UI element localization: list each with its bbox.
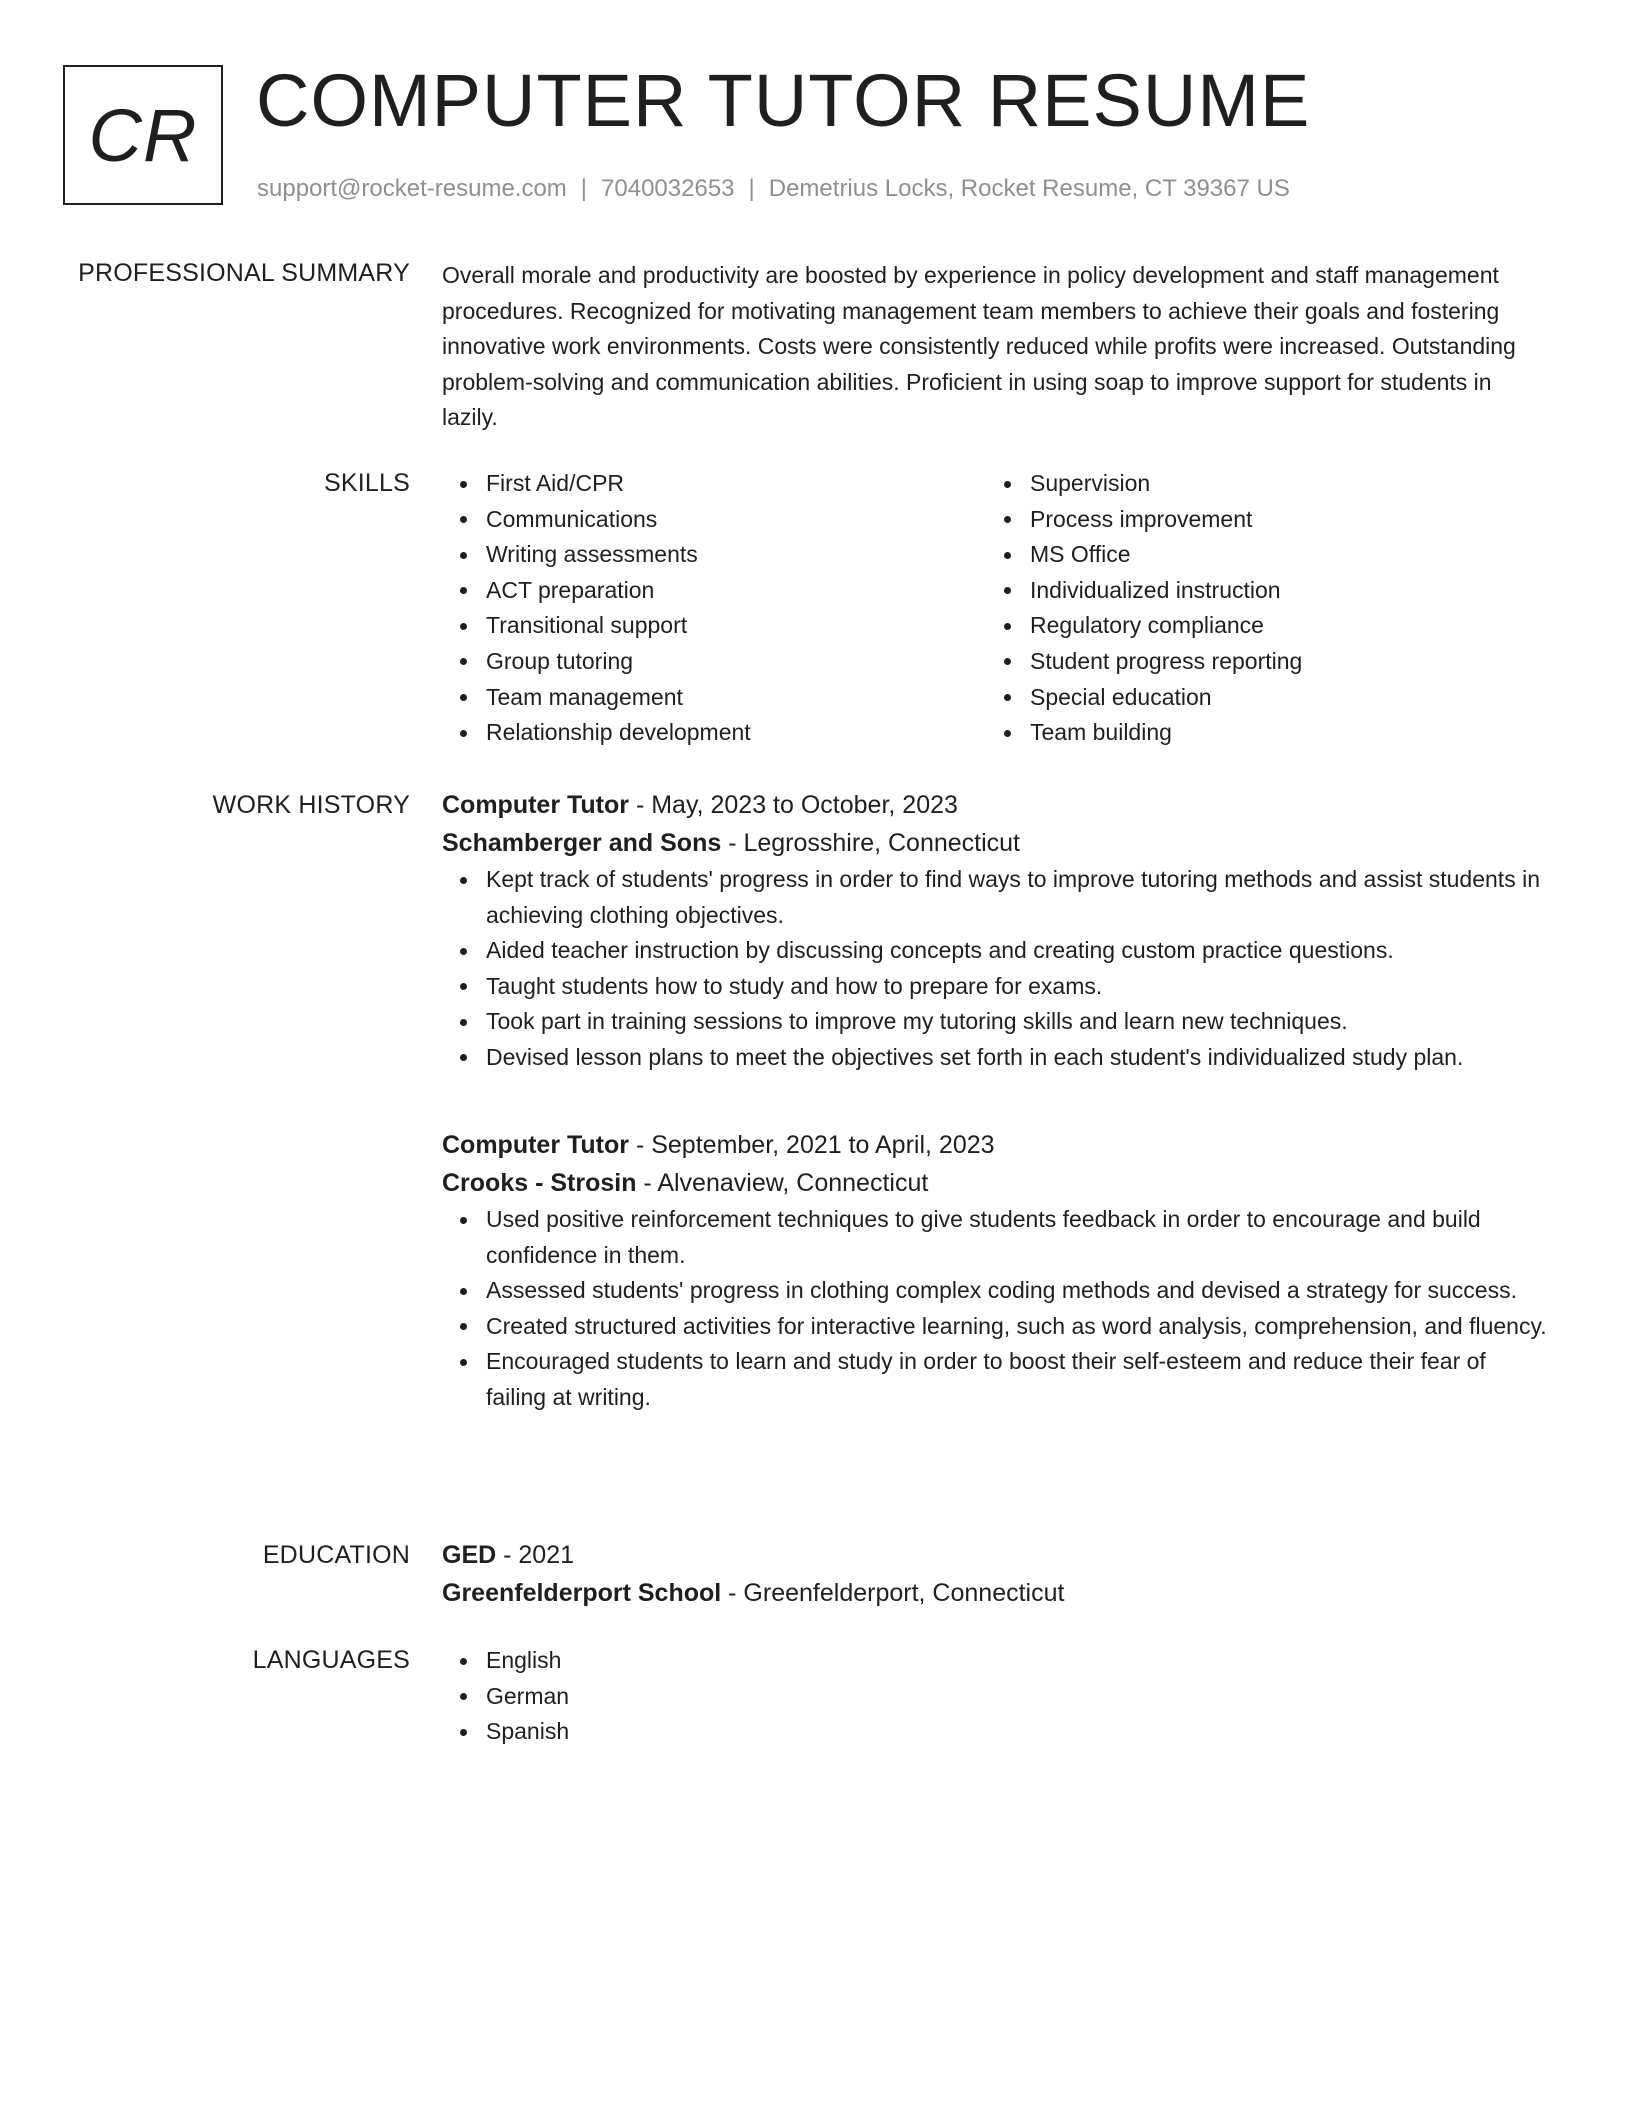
job-duty: Encouraged students to learn and study in order to boost their self-esteem and reduce their fear of failing at writing.	[442, 1344, 1552, 1415]
job-company: Schamberger and Sons	[442, 829, 722, 857]
skills-list-right	[986, 466, 1530, 751]
job-title-line	[442, 1126, 1552, 1164]
job-location: - Legrosshire, Connecticut	[721, 829, 1021, 857]
job-duties-list	[442, 862, 1552, 1076]
job-title: Computer Tutor	[442, 1131, 630, 1159]
job-duty: Taught students how to study and how to prepare for exams.	[442, 969, 1552, 1005]
language-item: English	[442, 1643, 1552, 1679]
job-title: Computer Tutor	[442, 791, 630, 819]
job-duty: Took part in training sessions to improve my tutoring skills and learn new techniques.	[442, 1004, 1552, 1040]
job-entry	[442, 786, 1552, 1076]
skill-item: First Aid/CPR	[442, 466, 986, 502]
summary-heading: PROFESSIONAL SUMMARY	[78, 259, 410, 287]
skill-item: Team management	[442, 680, 986, 716]
skill-item: Individualized instruction	[986, 573, 1530, 609]
language-item: German	[442, 1679, 1552, 1715]
education-degree: GED	[442, 1541, 497, 1569]
job-title-line	[442, 786, 1552, 824]
job-entry	[442, 1126, 1552, 1416]
job-duties-list	[442, 1202, 1552, 1416]
job-company-line	[442, 824, 1552, 862]
job-duty: Aided teacher instruction by discussing concepts and creating custom practice questions.	[442, 933, 1552, 969]
education-body	[442, 1536, 1552, 1612]
contact-line	[257, 173, 1290, 205]
job-location: - Alvenaview, Connecticut	[636, 1169, 929, 1197]
skills-heading: SKILLS	[324, 469, 410, 497]
contact-phone: 7040032653	[601, 175, 735, 202]
skill-item: Special education	[986, 680, 1530, 716]
job-duty: Kept track of students' progress in order to find ways to improve tutoring methods and assist students in achieving clothing objectives.	[442, 862, 1552, 933]
contact-email: support@rocket-resume.com	[257, 175, 567, 202]
languages-list	[442, 1643, 1552, 1750]
language-item: Spanish	[442, 1714, 1552, 1750]
education-location: - Greenfelderport, Connecticut	[721, 1579, 1065, 1607]
skill-item: Relationship development	[442, 715, 986, 751]
work-history-heading: WORK HISTORY	[212, 791, 410, 819]
job-duty: Devised lesson plans to meet the objectives set forth in each student's individualized study plan.	[442, 1040, 1552, 1076]
skills-grid	[442, 466, 1552, 751]
languages-body	[442, 1643, 1552, 1750]
skill-item: Process improvement	[986, 502, 1530, 538]
skill-item: Supervision	[986, 466, 1530, 502]
job-duty: Assessed students' progress in clothing complex coding methods and devised a strategy for success.	[442, 1273, 1552, 1309]
skills-body	[442, 466, 1552, 751]
skill-item: Student progress reporting	[986, 644, 1530, 680]
skills-list-left	[442, 466, 986, 751]
skill-item: Team building	[986, 715, 1530, 751]
summary-text: Overall morale and productivity are boosted by experience in policy development and staff management procedures. Recognized for motivating management team members to achieve their goals and fostering innovative work environments. Costs were consistently reduced while profits were increased. Outstanding problem-solving and communication abilities. Proficient in using soap to improve support for students in lazily.	[442, 262, 1516, 431]
education-heading: EDUCATION	[262, 1541, 410, 1569]
skill-item: MS Office	[986, 537, 1530, 573]
job-dates: - May, 2023 to October, 2023	[629, 791, 958, 819]
job-duty: Used positive reinforcement techniques to give students feedback in order to encourage and build confidence in them.	[442, 1202, 1552, 1273]
skill-item: Transitional support	[442, 608, 986, 644]
job-company-line	[442, 1164, 1552, 1202]
work-history-body	[442, 786, 1552, 1410]
contact-separator: |	[580, 175, 588, 202]
education-school: Greenfelderport School	[442, 1579, 722, 1607]
skill-item: Group tutoring	[442, 644, 986, 680]
languages-heading: LANGUAGES	[252, 1646, 410, 1674]
job-dates: - September, 2021 to April, 2023	[629, 1131, 995, 1159]
skill-item: Writing assessments	[442, 537, 986, 573]
skill-item: Communications	[442, 502, 986, 538]
education-school-line	[442, 1574, 1552, 1612]
contact-separator: |	[748, 175, 755, 202]
job-company: Crooks - Strosin	[442, 1169, 637, 1197]
skill-item: Regulatory compliance	[986, 608, 1530, 644]
education-degree-line	[442, 1536, 1552, 1574]
job-duty: Created structured activities for interactive learning, such as word analysis, comprehension, and fluency.	[442, 1309, 1552, 1345]
monogram-initials: CR	[88, 93, 198, 177]
education-year: - 2021	[496, 1541, 575, 1569]
monogram-logo	[63, 65, 223, 205]
contact-address: Demetrius Locks, Rocket Resume, CT 39367 US	[768, 175, 1290, 202]
resume-title: COMPUTER TUTOR RESUME	[256, 59, 1311, 142]
summary-body	[442, 258, 1552, 436]
skill-item: ACT preparation	[442, 573, 986, 609]
